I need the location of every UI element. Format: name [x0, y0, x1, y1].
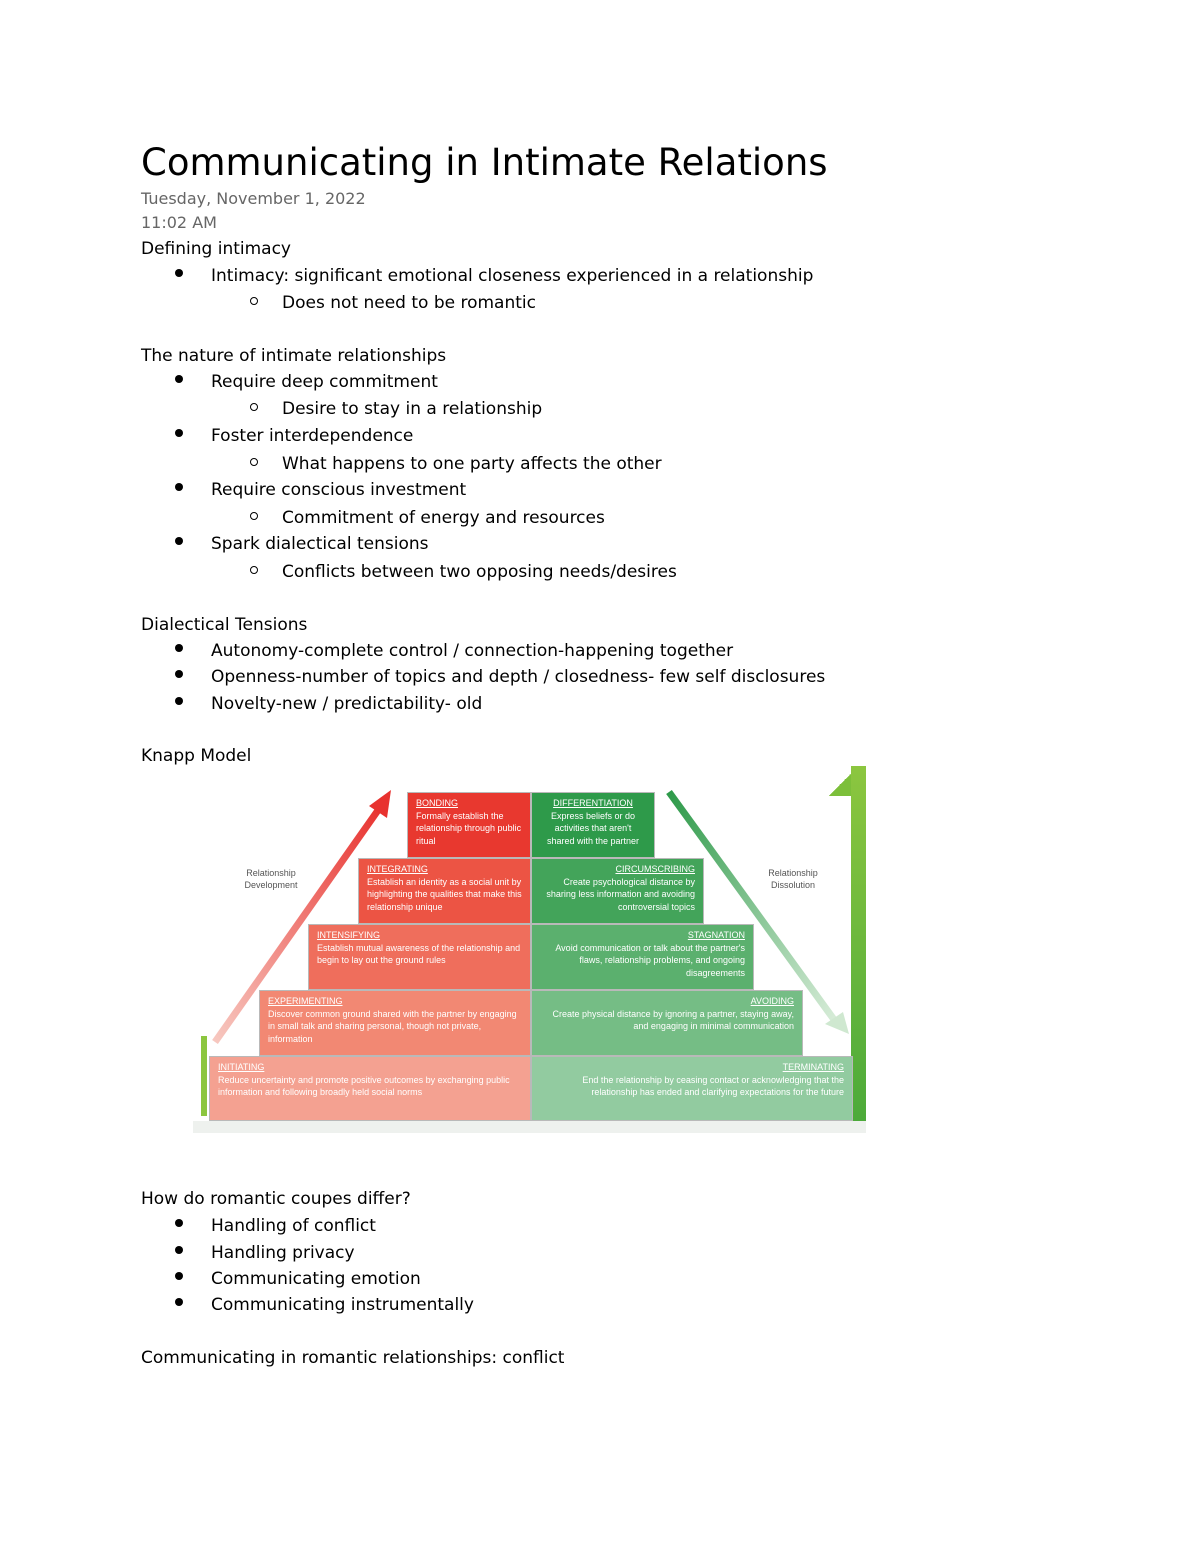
stage-title: DIFFERENTIATION — [553, 798, 633, 808]
list-subitem: Conflicts between two opposing needs/desires — [282, 562, 677, 582]
bullet-dot-icon — [175, 1219, 183, 1227]
stage-title: INTENSIFYING — [317, 930, 381, 940]
list-item: Intimacy: significant emotional closeness experienced in a relationship — [211, 266, 814, 286]
stage-title: INTEGRATING — [367, 864, 428, 874]
stage-title: TERMINATING — [782, 1062, 844, 1072]
stage-description: Avoid communication or talk about the partner's flaws, relationship problems, and ongoing disagreements — [555, 942, 745, 978]
stage-box-intensifying — [308, 924, 531, 990]
bullet-dot-icon — [175, 269, 183, 277]
list-item: Openness-number of topics and depth / closedness- few self disclosures — [211, 667, 826, 687]
bullet-dot-icon — [175, 1298, 183, 1306]
stage-description: Reduce uncertainty and promote positive outcomes by exchanging public information and following broadly held social norms — [218, 1074, 510, 1097]
stage-description: Express beliefs or do activities that aren't shared with the partner — [546, 810, 640, 846]
label-relationship-dissolution: Relationship Dissolution — [768, 868, 818, 890]
list-item: Novelty-new / predictability- old — [211, 694, 483, 714]
stage-title: STAGNATION — [687, 930, 745, 940]
stage-box-stagnation — [531, 924, 754, 990]
note-date: Tuesday, November 1, 2022 — [141, 189, 366, 208]
section-heading-defining: Defining intimacy — [141, 239, 291, 259]
bullet-dot-icon — [175, 1246, 183, 1254]
stage-title: AVOIDING — [750, 996, 794, 1006]
bullet-circle-icon — [250, 566, 258, 574]
stage-box-integrating — [358, 858, 531, 924]
bullet-dot-icon — [175, 483, 183, 491]
bullet-circle-icon — [250, 512, 258, 520]
stage-description: End the relationship by ceasing contact or acknowledging that the relationship has ended and clarifying expectations for the future — [582, 1074, 844, 1097]
list-subitem: What happens to one party affects the other — [282, 454, 662, 474]
list-item: Handling privacy — [211, 1243, 355, 1263]
knapp-model-figure — [193, 766, 866, 1133]
bullet-dot-icon — [175, 429, 183, 437]
list-subitem: Does not need to be romantic — [282, 293, 536, 313]
stage-title: BONDING — [416, 798, 459, 808]
stage-description: Establish mutual awareness of the relationship and begin to lay out the ground rules — [317, 942, 521, 965]
list-item: Require deep commitment — [211, 372, 438, 392]
bullet-dot-icon — [175, 537, 183, 545]
note-time: 11:02 AM — [141, 213, 217, 232]
list-item: Communicating instrumentally — [211, 1295, 474, 1315]
bullet-dot-icon — [175, 697, 183, 705]
stage-box-initiating — [209, 1056, 531, 1121]
stage-description: Create physical distance by ignoring a partner, staying away, and engaging in minimal communication — [552, 1008, 794, 1031]
stage-box-experimenting — [259, 990, 531, 1056]
list-item: Communicating emotion — [211, 1269, 421, 1289]
stage-description: Establish an identity as a social unit by highlighting the qualities that make this relationship unique — [367, 876, 522, 912]
list-item: Handling of conflict — [211, 1216, 376, 1236]
list-item: Foster interdependence — [211, 426, 414, 446]
bullet-dot-icon — [175, 375, 183, 383]
bullet-dot-icon — [175, 1272, 183, 1280]
bullet-circle-icon — [250, 403, 258, 411]
list-item: Require conscious investment — [211, 480, 467, 500]
stage-box-bonding — [407, 792, 531, 858]
stage-description: Discover common ground shared with the partner by engaging in small talk and sharing personal, though not private, information — [268, 1008, 517, 1044]
stage-box-avoiding — [531, 990, 803, 1056]
section-heading-knapp: Knapp Model — [141, 746, 252, 766]
section-heading-romantic-conflict: Communicating in romantic relationships: conflict — [141, 1348, 565, 1368]
page-title: Communicating in Intimate Relations — [141, 141, 828, 184]
list-item: Autonomy-complete control / connection-happening together — [211, 641, 734, 661]
section-heading-dialectical: Dialectical Tensions — [141, 615, 308, 635]
section-heading-nature: The nature of intimate relationships — [141, 346, 447, 366]
stage-box-differentiation — [531, 792, 655, 858]
list-subitem: Commitment of energy and resources — [282, 508, 605, 528]
section-heading-couples: How do romantic coupes differ? — [141, 1189, 411, 1209]
stage-box-terminating — [531, 1056, 853, 1121]
stage-title: CIRCUMSCRIBING — [615, 864, 695, 874]
stage-description: Create psychological distance by sharing less information and avoiding controversial topics — [546, 876, 695, 912]
bullet-circle-icon — [250, 297, 258, 305]
stage-title: EXPERIMENTING — [268, 996, 343, 1006]
stage-description: Formally establish the relationship through public ritual — [416, 810, 522, 846]
list-subitem: Desire to stay in a relationship — [282, 399, 543, 419]
stage-box-circumscribing — [531, 858, 704, 924]
label-relationship-development: Relationship Development — [244, 868, 298, 890]
bullet-dot-icon — [175, 644, 183, 652]
stage-title: INITIATING — [218, 1062, 265, 1072]
list-item: Spark dialectical tensions — [211, 534, 429, 554]
bullet-circle-icon — [250, 458, 258, 466]
bullet-dot-icon — [175, 670, 183, 678]
